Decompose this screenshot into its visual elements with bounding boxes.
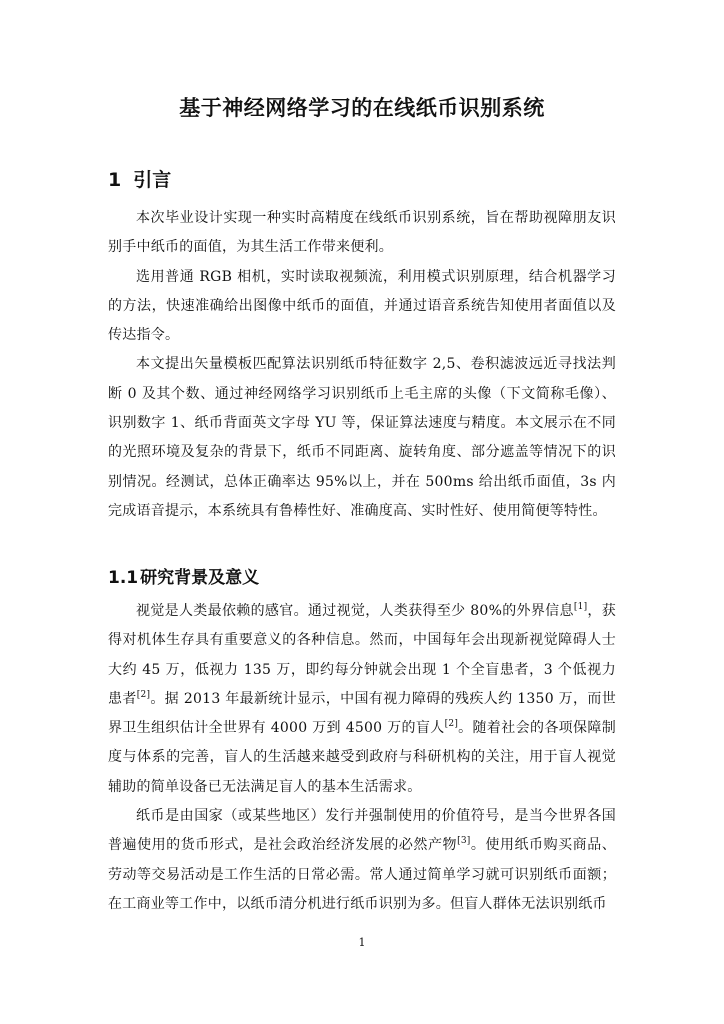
document-title: 基于神经网络学习的在线纸币识别系统 <box>179 96 545 120</box>
subsection-title: 研究背景及意义 <box>140 568 260 588</box>
background-body <box>108 597 616 919</box>
text-run: 。随着社会的各项保障制度与体系的完善，盲人的生活越来越受到政府与科研机构的关注，用于盲人视觉辅助的简单设备已无法满足盲人的基本生活需求。 <box>108 720 617 795</box>
section-title: 引言 <box>133 169 172 191</box>
citation-ref: [2] <box>136 689 151 700</box>
subsection-number: 1.1 <box>108 568 139 588</box>
intro-paragraph-1: 本次毕业设计实现一种实时高精度在线纸币识别系统，旨在帮助视障朋友识别手中纸币的面值，为其生活工作带来便利。 <box>108 210 616 256</box>
page-number: 1 <box>358 936 366 949</box>
intro-paragraph-2: 选用普通 RGB 相机，实时读取视频流，利用模式识别原理，结合机器学习的方法，快速准确给出图像中纸币的面值，并通过语音系统告知使用者面值以及传达指令。 <box>108 268 616 344</box>
text-run: 。据 2013 年最新统计显示，中国有视力障碍的残疾人约 1350 万，而世界卫生组织估计全世界有 4000 万到 4500 万的盲人 <box>108 690 616 737</box>
text-run: 纸币是由国家（或某些地区）发行并强制使用的价值符号，是当今世界各国普遍使用的货币形式，是社会政治经济发展的必然产物 <box>108 808 616 854</box>
subsection-heading-background <box>108 563 259 588</box>
section-number: 1 <box>108 169 122 191</box>
text-run: 视觉是人类最依赖的感官。通过视觉，人类获得至少 80%的外界信息 <box>136 603 574 619</box>
background-paragraph-2 <box>108 802 616 919</box>
intro-paragraph-3: 本文提出矢量模板匹配算法识别纸币特征数字 2,5、卷积滤波远近寻找法判断 0 及其个数、通过神经网络学习识别纸币上毛主席的头像（下文简称毛像）、识别数字 1、纸币背面英文字母 YU 等，保证算法速度与精度。本文展示在不同的光照环境及复杂的背景下，纸币不同距离、旋转角度、部分遮盖等情况下的识别情况。经测试，总体正确率达 95%以上，并在 500ms 给出纸币面值，3s 内完成语音提示，本系统具有鲁棒性好、准确度高、实时性好、使用简便等特性。 <box>108 356 616 519</box>
section-heading-introduction <box>108 165 171 192</box>
citation-ref: [2] <box>444 719 459 730</box>
background-paragraph-1 <box>108 597 616 802</box>
text-run: ，获得对机体生存具有重要意义的各种信息。然而，中国每年会出现新视觉障碍人士大约 45 万，低视力 135 万，即约每分钟就会出现 1 个全盲患者，3 个低视力患者 <box>108 603 616 707</box>
citation-ref: [3] <box>457 836 471 847</box>
introduction-body <box>108 204 616 526</box>
text-run: 。使用纸币购买商品、劳动等交易活动是工作生活的日常必需。常人通过简单学习就可识别纸币面额；在工商业等工作中，以纸币清分机进行纸币识别为多。但盲人群体无法识别纸币 <box>108 837 617 912</box>
citation-ref: [1] <box>573 602 588 612</box>
